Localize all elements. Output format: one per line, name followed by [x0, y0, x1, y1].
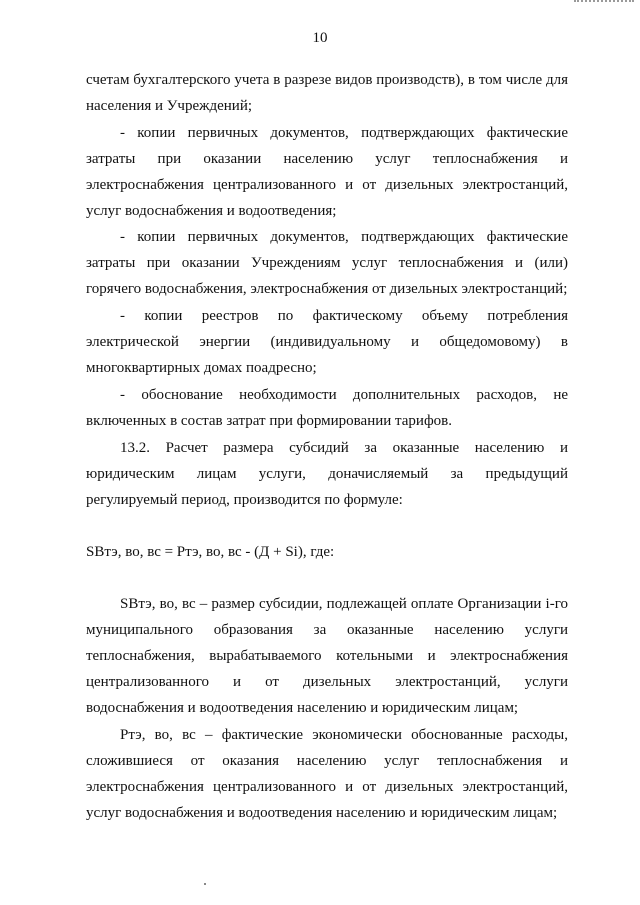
- subsidy-formula: SВтэ, во, вс = Ртэ, во, вс - (Д + Si), где:: [86, 544, 335, 561]
- scan-speck: [204, 883, 206, 885]
- page-number: 10: [312, 30, 328, 46]
- paragraph-section-13-2: 13.2. Расчет размера субсидий за оказанные населению и юридическим лицам услуги, доначисляемый за предыдущий регулируемый период, производится по формуле:: [86, 439, 568, 508]
- paragraph-primary-docs-population: - копии первичных документов, подтверждающих фактические затраты при оказании населению услуг теплоснабжения и электроснабжения централизованного и от дизельных электростанций, услуг водоснабжения и водоотведения;: [86, 124, 568, 219]
- paragraph-primary-docs-institutions: - копии первичных документов, подтверждающих фактические затраты при оказании Учреждениям услуг теплоснабжения и (или) горячего водоснабжения, электроснабжения от дизельных электростанций;: [86, 229, 568, 298]
- paragraph-accounting-continuation: счетам бухгалтерского учета в разрезе видов производств), в том числе для населения и Учреждений;: [86, 72, 568, 114]
- scan-corner-mark: [574, 0, 634, 5]
- paragraph-additional-expenses: - обоснование необходимости дополнительных расходов, не включенных в состав затрат при формировании тарифов.: [86, 386, 568, 429]
- paragraph-sv-definition: SВтэ, во, вс – размер субсидии, подлежащей оплате Организации i-го муниципального образования за оказанные населению услуги теплоснабжения, вырабатываемого котельными и электроснабжения централизованного и от дизельных электростанций, услуги водоснабжения и водоотведения населению и юридическим лицам;: [86, 596, 568, 716]
- paragraph-r-definition: Ртэ, во, вс – фактические экономически обоснованные расходы, сложившиеся от оказания населению услуг теплоснабжения и электроснабжения централизованного и от дизельных электростанций, услуг водоснабжения и водоотведения населению и юридическим лицам;: [86, 726, 568, 821]
- document-body: [86, 68, 568, 826]
- paragraph-consumption-registers: - копии реестров по фактическому объему потребления электрической энергии (индивидуальному и общедомовому) в многоквартирных домах поадресно;: [86, 308, 568, 376]
